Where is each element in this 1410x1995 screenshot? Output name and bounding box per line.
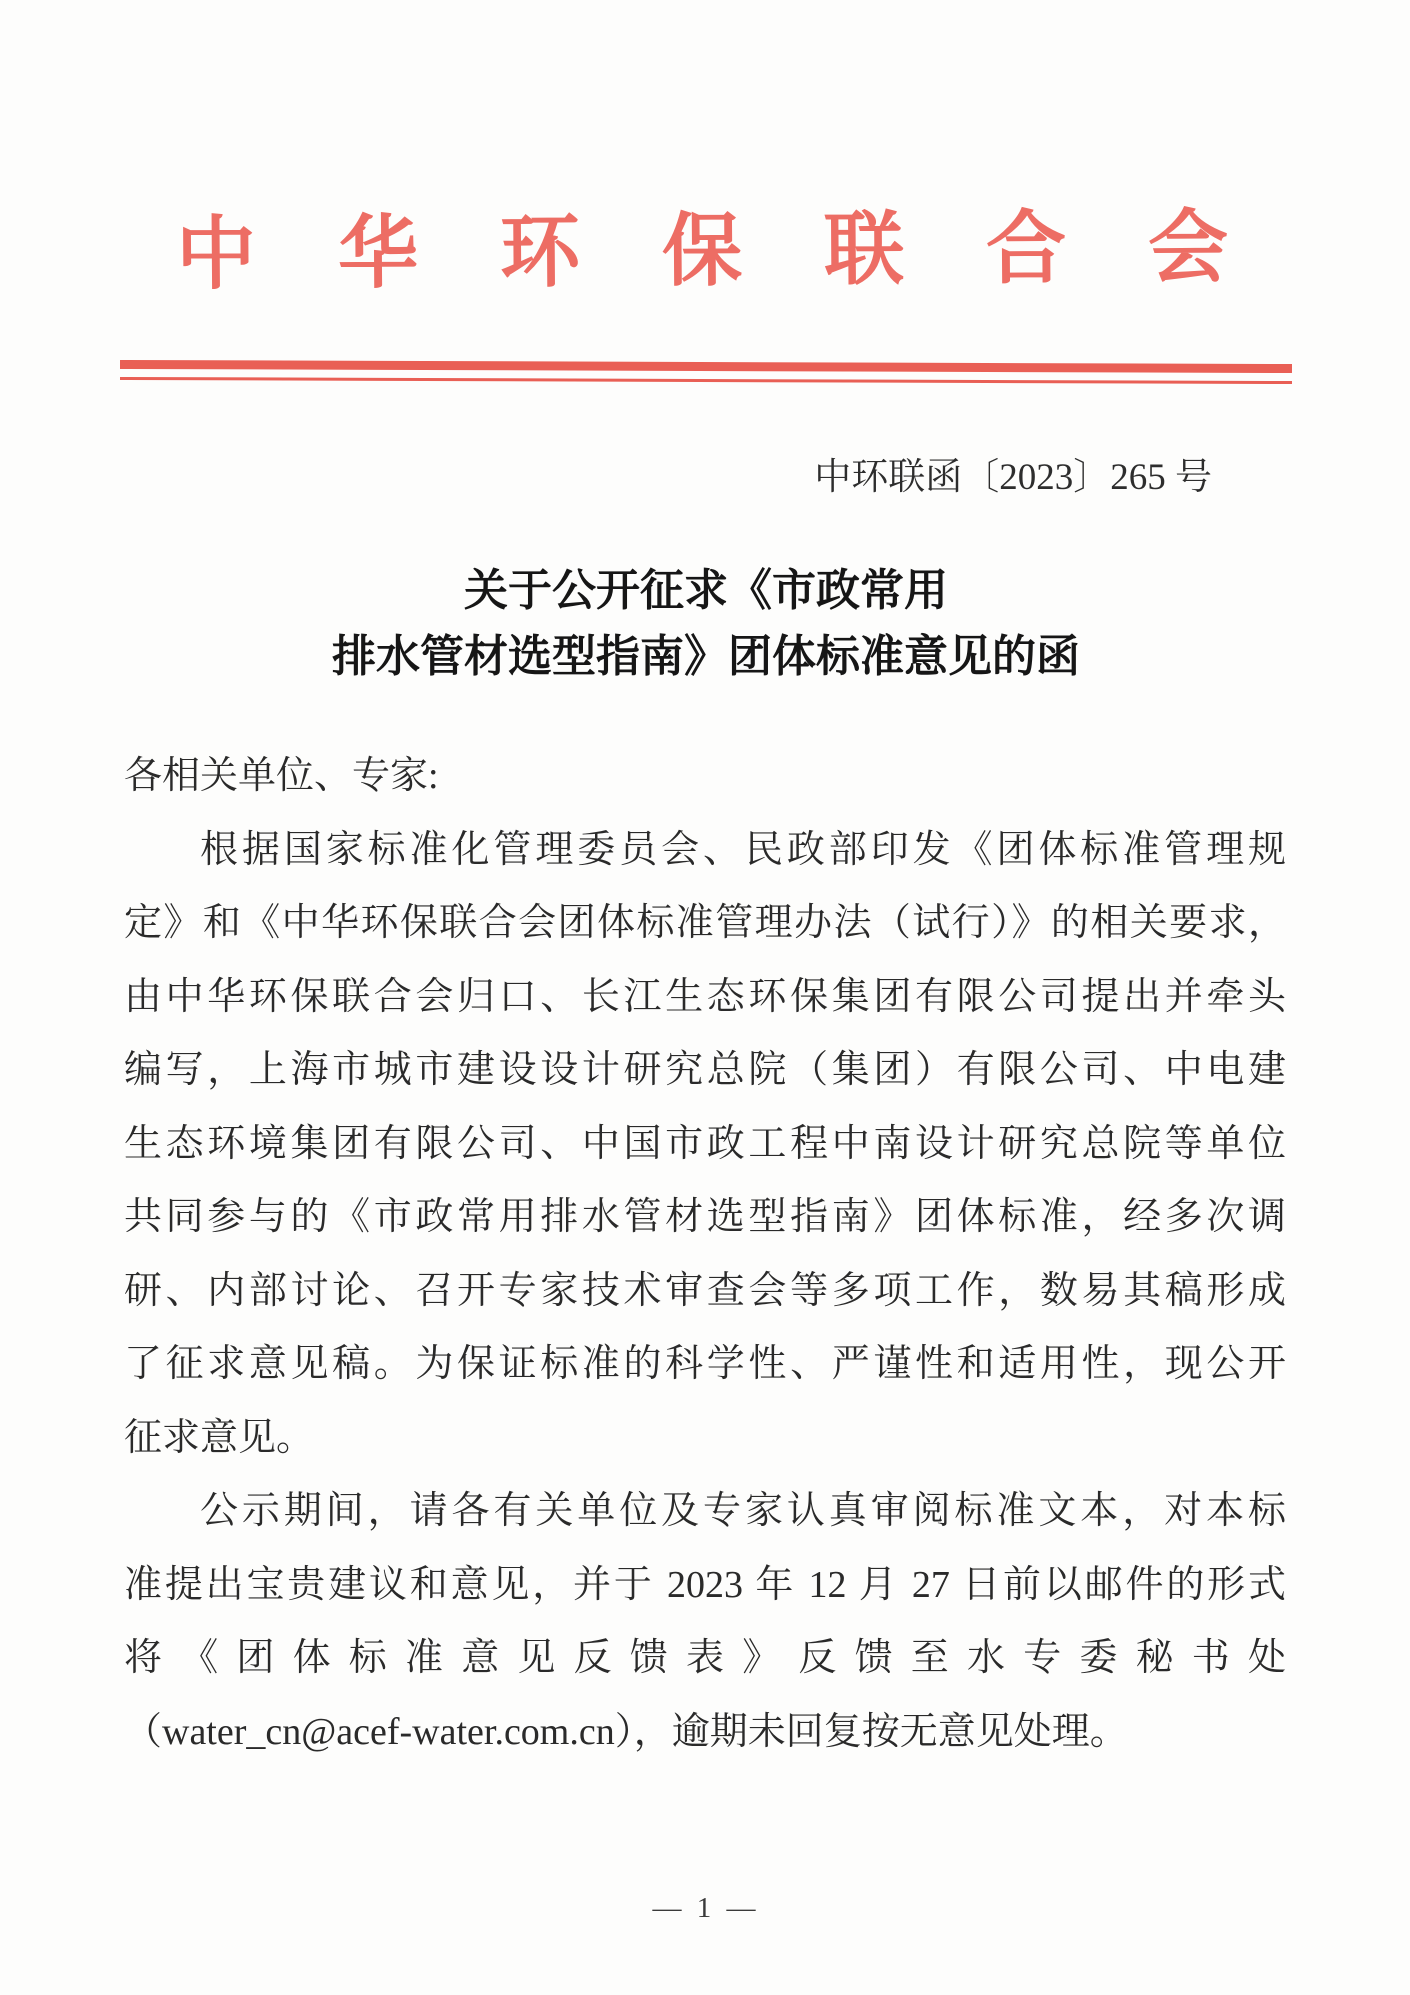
body-line: 定》和《中华环保联合会团体标准管理办法（试行）》的相关要求， <box>124 902 1286 944</box>
document-title <box>120 558 1292 690</box>
body-line: 根据国家标准化管理委员会、民政部印发《团体标准管理规 <box>200 828 1286 871</box>
body-line: 研、内部讨论、召开专家技术审查会等多项工作，数易其稿形成 <box>124 1269 1286 1312</box>
document-title-line-1: 关于公开征求《市政常用 <box>464 566 948 615</box>
document-body <box>124 740 1286 1769</box>
red-separator-line-thick <box>120 360 1292 373</box>
page-number: — 1 — <box>652 1892 760 1924</box>
body-line: 准提出宝贵建议和意见，并于 2023 年 12 月 27 日前以邮件的形式 <box>124 1563 1286 1606</box>
body-line: 生态环境集团有限公司、中国市政工程中南设计研究总院等单位 <box>124 1122 1286 1165</box>
document-reference-number: 中环联函〔2023〕265 号 <box>814 457 1212 498</box>
organization-name-header: 中 华 环 保 联 合 会 <box>175 204 1260 300</box>
document-title-line-2: 排水管材选型指南》团体标准意见的函 <box>332 632 1080 681</box>
body-line: 将《团体标准意见反馈表》反馈至水专委秘书处 <box>124 1637 1286 1679</box>
body-line: 编写，上海市城市建设设计研究总院（集团）有限公司、中电建 <box>124 1049 1286 1091</box>
salutation: 各相关单位、专家: <box>124 755 439 797</box>
body-line: 了征求意见稿。为保证标准的科学性、严谨性和适用性，现公开 <box>124 1343 1286 1385</box>
body-line: 公示期间，请各有关单位及专家认真审阅标准文本，对本标 <box>200 1490 1286 1532</box>
body-line-email: （water_cn@acef-water.com.cn），逾期未回复按无意见处理。 <box>124 1710 1128 1753</box>
body-line: 征求意见。 <box>124 1416 315 1459</box>
body-line: 共同参与的《市政常用排水管材选型指南》团体标准，经多次调 <box>124 1196 1286 1238</box>
red-separator-line-thin <box>120 377 1292 384</box>
body-line: 由中华环保联合会归口、长江生态环保集团有限公司提出并牵头 <box>124 975 1286 1018</box>
